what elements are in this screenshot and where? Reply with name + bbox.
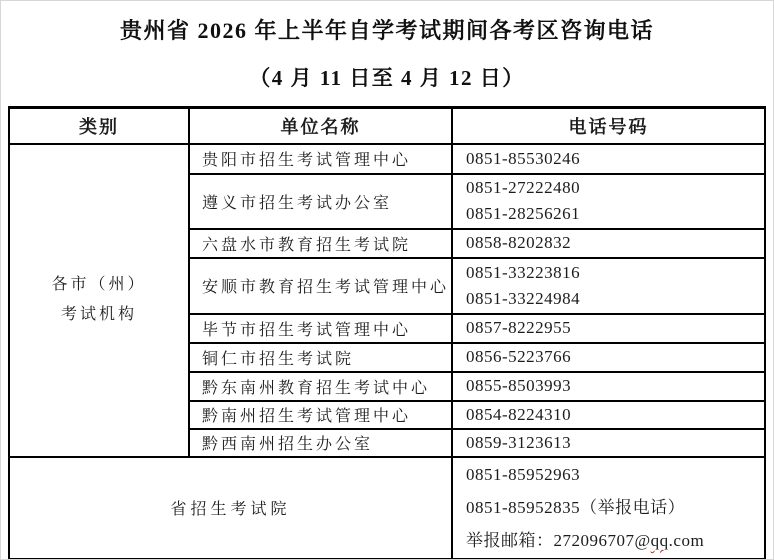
phone-number: 0858-8202832	[466, 233, 572, 252]
province-unit-cell: 省招生考试院	[9, 457, 452, 559]
report-email-user: 272096707@	[553, 531, 651, 550]
report-email-line	[466, 524, 764, 557]
unit-name-cell: 安顺市教育招生考试管理中心	[189, 258, 452, 314]
phone-cell	[452, 144, 765, 174]
phone-number-report: 0851-85952835（举报电话）	[466, 498, 686, 517]
phone-number: 0857-8222955	[466, 318, 572, 337]
phone-cell	[452, 429, 765, 457]
document-title: 贵州省 2026 年上半年自学考试期间各考区咨询电话	[119, 18, 654, 43]
unit-name-cell: 铜仁市招生考试院	[189, 343, 452, 372]
header-unit-name: 单位名称	[189, 108, 452, 144]
phone-cell	[452, 401, 765, 429]
phone-number: 0859-3123613	[466, 432, 572, 452]
document-subtitle: （4 月 11 日至 4 月 12 日）	[249, 66, 525, 90]
phone-number: 0856-5223766	[466, 347, 572, 366]
category-cell	[9, 144, 189, 457]
phone-number: 0851-28256261	[466, 204, 581, 223]
phone-cell	[452, 314, 765, 343]
unit-name-cell: 贵阳市招生考试管理中心	[189, 144, 452, 174]
phone-cell	[452, 258, 765, 314]
unit-name-cell: 毕节市招生考试管理中心	[189, 314, 452, 343]
phone-cell	[452, 372, 765, 401]
header-phone-number: 电话号码	[452, 108, 765, 144]
category-label-line1: 各市（州）	[51, 276, 147, 293]
header-category: 类别	[9, 108, 189, 144]
phone-cell	[452, 343, 765, 372]
province-phone-cell	[452, 457, 765, 559]
unit-name-cell: 黔东南州教育招生考试中心	[189, 372, 452, 401]
phone-table	[8, 106, 766, 560]
table-row-province	[9, 457, 765, 559]
report-email-label: 举报邮箱：	[466, 531, 554, 550]
report-email-tld: .com	[668, 531, 705, 550]
table-row	[9, 144, 765, 174]
unit-name-cell: 遵义市招生考试办公室	[189, 174, 452, 229]
phone-number: 0851-27222480	[466, 178, 581, 197]
category-label-line2: 考试机构	[60, 306, 137, 323]
phone-number: 0851-33224984	[466, 288, 581, 308]
phone-number: 0854-8224310	[466, 404, 572, 424]
phone-number: 0851-85952963	[466, 465, 581, 484]
phone-number: 0851-33223816	[466, 262, 581, 282]
unit-name-cell: 黔西南州招生办公室	[189, 429, 452, 457]
phone-number: 0851-85530246	[466, 148, 581, 168]
phone-cell	[452, 174, 765, 229]
report-email-domain: qq	[650, 531, 669, 550]
unit-name-cell: 黔南州招生考试管理中心	[189, 401, 452, 429]
title-block	[1, 1, 773, 92]
phone-number: 0855-8503993	[466, 376, 572, 395]
unit-name-cell: 六盘水市教育招生考试院	[189, 229, 452, 258]
phone-cell	[452, 229, 765, 258]
header-row	[9, 108, 765, 144]
